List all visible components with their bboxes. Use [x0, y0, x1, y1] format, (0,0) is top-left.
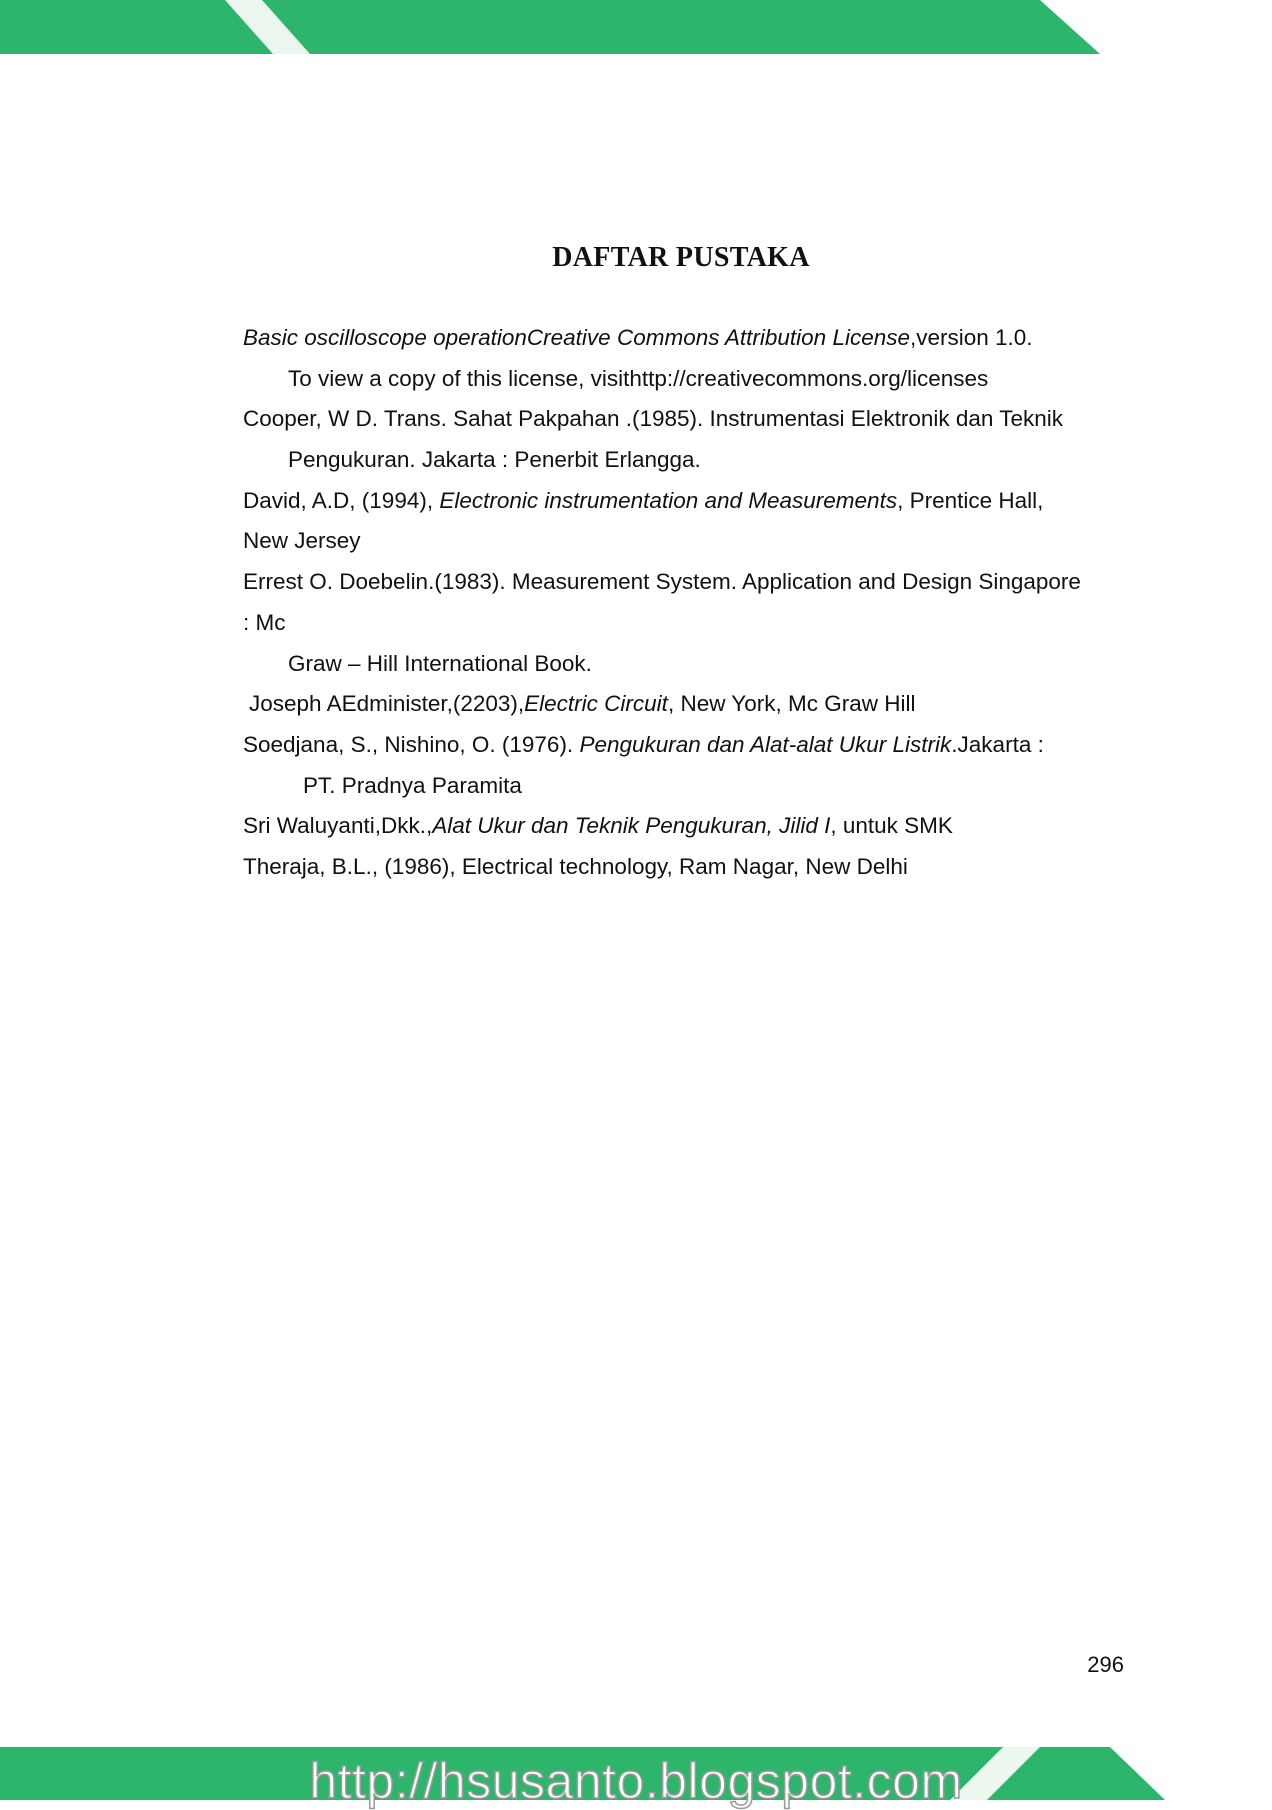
- reference-text: PT. Pradnya Paramita: [303, 772, 522, 798]
- reference-title: Basic oscilloscope operationCreative Commons Attribution License: [243, 325, 910, 350]
- reference-text: Theraja, B.L., (1986), Electrical technology, Ram Nagar, New Delhi: [243, 853, 908, 879]
- reference-text: : Mc: [243, 609, 286, 635]
- reference-text: Cooper, W D. Trans. Sahat Pakpahan .(1985). Instrumentasi Elektronik dan Teknik: [243, 406, 1064, 432]
- reference-text: To view a copy of this license, visithttp://creativecommons.org/licenses: [288, 365, 989, 391]
- reference-text: Soedjana, S., Nishino, O. (1976).: [243, 731, 580, 757]
- reference-entry-1: [243, 318, 1133, 399]
- reference-text: Joseph AEdminister,(2203),: [249, 691, 525, 717]
- reference-text: , Prentice Hall,: [897, 487, 1044, 513]
- page-number: 296: [1087, 1652, 1124, 1677]
- reference-list: [243, 318, 1133, 888]
- reference-text: Sri Waluyanti,Dkk.,: [243, 813, 433, 839]
- reference-title: Electric Circuit: [524, 691, 668, 717]
- reference-text: , untuk SMK: [830, 813, 953, 839]
- reference-title: Alat Ukur dan Teknik Pengukuran, Jilid I: [432, 813, 831, 839]
- reference-text: Errest O. Doebelin.(1983). Measurement System. Application and Design Singapore: [243, 569, 1081, 595]
- reference-entry-8: [243, 847, 1133, 888]
- reference-entry-5: [243, 684, 1133, 725]
- reference-text: , New York, Mc Graw Hill: [667, 691, 916, 717]
- header-band-shape: [0, 0, 1100, 54]
- header-band: [0, 0, 1272, 60]
- reference-entry-2: [243, 399, 1133, 480]
- reference-title: Pengukuran dan Alat-alat Ukur Listrik: [579, 731, 952, 757]
- reference-entry-6: [243, 725, 1133, 806]
- reference-entry-7: [243, 806, 1133, 847]
- reference-entry-4: [243, 562, 1133, 684]
- reference-text: New Jersey: [243, 528, 361, 554]
- reference-text: .Jakarta :: [951, 731, 1044, 757]
- reference-text: Pengukuran. Jakarta : Penerbit Erlangga.: [288, 447, 701, 473]
- reference-entry-3: [243, 481, 1133, 562]
- reference-text: Graw – Hill International Book.: [288, 650, 592, 676]
- page-title: DAFTAR PUSTAKA: [552, 242, 810, 273]
- reference-text: ,version 1.0.: [910, 325, 1033, 350]
- footer-url-watermark: http://hsusanto.blogspot.com: [309, 1753, 963, 1809]
- reference-title: Electronic instrumentation and Measurements: [439, 487, 898, 513]
- reference-text: David, A.D, (1994),: [243, 487, 440, 513]
